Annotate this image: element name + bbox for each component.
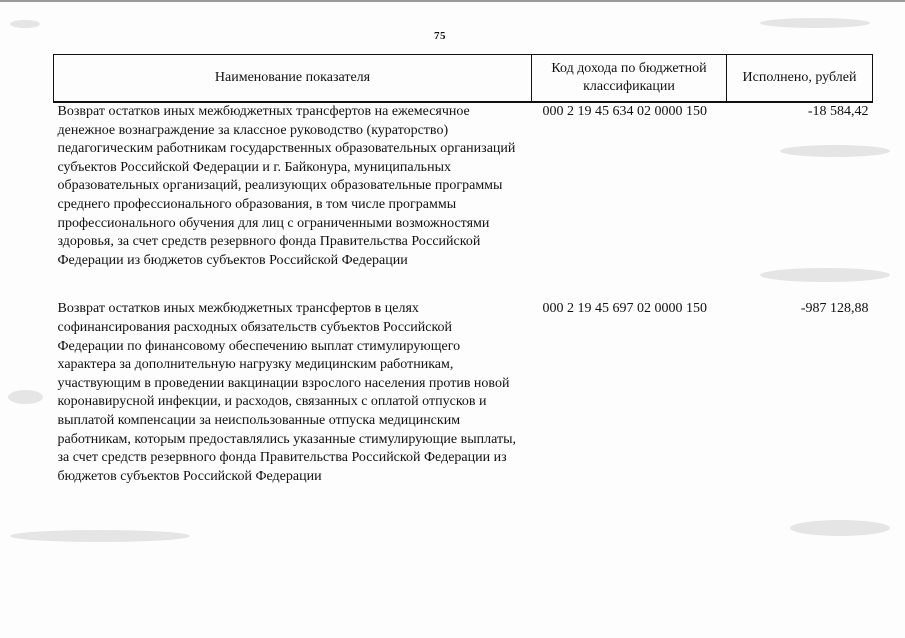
- header-indicator-name: Наименование показателя: [54, 55, 532, 103]
- table-row: [54, 102, 873, 300]
- indicator-name-cell: Возврат остатков иных межбюджетных трансфертов в целях софинансирования расходных обязательств субъектов Российской Федерации по финансовому обеспечению выплат стимулирующего характера за дополнительную нагрузку медицинским работникам, участвующим в проведении вакцинации взрослого населения против новой коронавирусной инфекции, и расходов, связанных с оплатой отпусков и выплатой компенсации за неиспользованные отпуска медицинским работникам, которым предоставлялись указанные стимулирующие выплаты, за счет средств резервного фонда Правительства Российской Федерации из бюджетов субъектов Российской Федерации: [57, 301, 516, 484]
- scan-artifact: [10, 530, 190, 542]
- income-code-cell: 000 2 19 45 634 02 0000 150: [542, 104, 707, 119]
- executed-amount-cell: -18 584,42: [807, 104, 869, 119]
- header-executed-amount: Исполнено, рублей: [727, 55, 873, 103]
- page-number: 75: [434, 30, 446, 42]
- indicator-name-cell: Возврат остатков иных межбюджетных трансфертов на ежемесячное денежное вознаграждение за классное руководство (кураторство) педагогическим работникам государственных образовательных организаций субъектов Российской Федерации и г. Байконура, муниципальных образовательных организаций, реализующих образовательные программы среднего профессионального образования, в том числе программы профессионального обучения для лиц с ограниченными возможностями здоровья, за счет средств резервного фонда Правительства Российской Федерации из бюджетов субъектов Российской Федерации: [57, 104, 516, 268]
- header-income-code: Код дохода по бюджетной классификации: [532, 55, 727, 103]
- income-code-cell: 000 2 19 45 697 02 0000 150: [542, 301, 707, 317]
- executed-amount-cell: -987 128,88: [800, 301, 869, 317]
- scan-artifact: [8, 390, 43, 404]
- table-row: [54, 300, 873, 486]
- budget-report-table: [53, 54, 873, 486]
- scan-artifact: [790, 520, 890, 536]
- top-border-line: [0, 0, 905, 2]
- table-header-row: [54, 55, 873, 103]
- scan-artifact: [10, 20, 40, 28]
- scan-artifact: [760, 18, 870, 28]
